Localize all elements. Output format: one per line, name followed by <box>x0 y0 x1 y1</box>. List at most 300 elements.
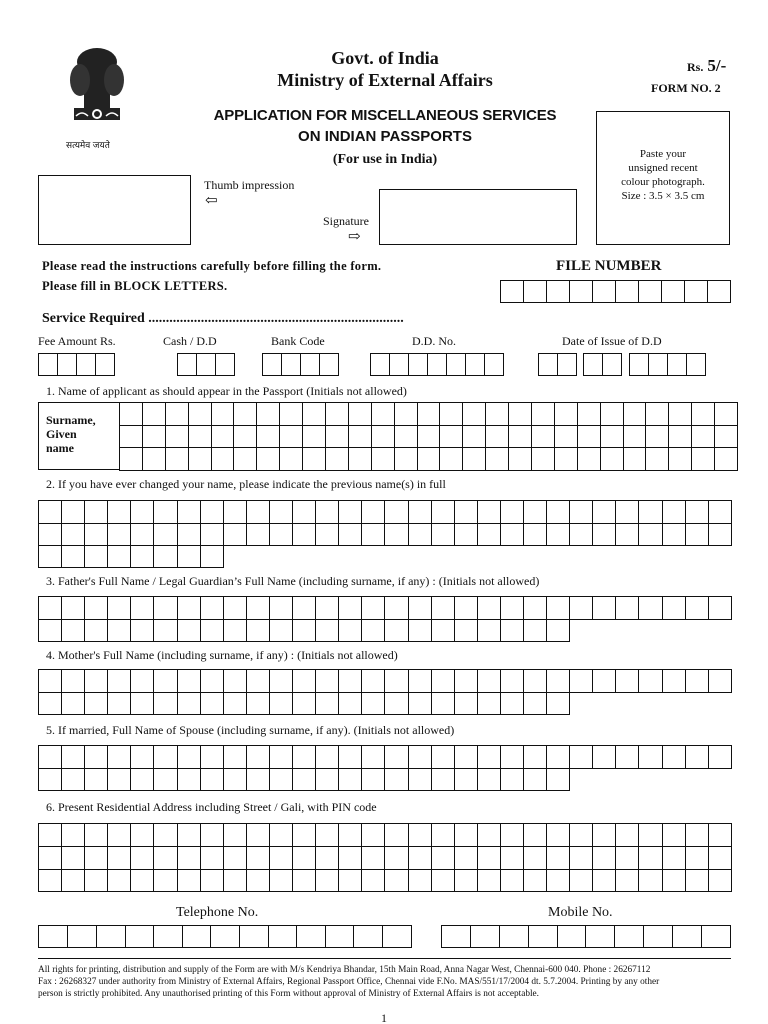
letter-box-cell[interactable] <box>409 354 428 376</box>
letter-box-cell[interactable] <box>524 870 547 893</box>
letter-box-cell[interactable] <box>432 619 455 642</box>
letter-box-cell[interactable] <box>639 847 662 870</box>
letter-box-cell[interactable] <box>247 870 270 893</box>
letter-box-cell[interactable] <box>154 847 177 870</box>
letter-box-cell[interactable] <box>616 746 639 769</box>
letter-box-cell[interactable] <box>224 824 247 847</box>
letter-box-cell[interactable] <box>639 670 662 693</box>
letter-box-cell[interactable] <box>85 824 108 847</box>
letter-box-cell[interactable] <box>478 824 501 847</box>
letter-box-cell[interactable] <box>178 870 201 893</box>
thumb-impression-box[interactable] <box>38 175 191 245</box>
letter-box-cell[interactable] <box>216 354 235 376</box>
letter-box-cell[interactable] <box>639 746 662 769</box>
letter-box-cell[interactable] <box>85 746 108 769</box>
letter-box-cell[interactable] <box>197 354 216 376</box>
letter-box-cell[interactable] <box>108 524 131 547</box>
letter-box-cell[interactable] <box>326 926 355 948</box>
letter-box-cell[interactable] <box>547 847 570 870</box>
letter-box-cell[interactable] <box>500 926 529 948</box>
letter-box-cell[interactable] <box>532 426 555 449</box>
letter-box-cell[interactable] <box>692 403 715 426</box>
letter-box-cell[interactable] <box>39 597 62 620</box>
letter-box-cell[interactable] <box>108 768 131 791</box>
letter-box-cell[interactable] <box>455 670 478 693</box>
letter-box-cell[interactable] <box>326 448 349 471</box>
letter-box-cell[interactable] <box>280 403 303 426</box>
letter-box-cell[interactable] <box>709 597 732 620</box>
letter-box-cell[interactable] <box>224 501 247 524</box>
letter-box-cell[interactable] <box>646 448 669 471</box>
letter-box-cell[interactable] <box>85 768 108 791</box>
letter-box-cell[interactable] <box>432 824 455 847</box>
letter-box-cell[interactable] <box>293 824 316 847</box>
letter-box-cell[interactable] <box>593 670 616 693</box>
letter-box-cell[interactable] <box>616 281 639 303</box>
letter-box-cell[interactable] <box>539 354 558 376</box>
letter-box-cell[interactable] <box>501 746 524 769</box>
letter-box-cell[interactable] <box>662 281 685 303</box>
letter-box-cell[interactable] <box>673 926 702 948</box>
letter-box-cell[interactable] <box>183 926 212 948</box>
letter-box-cell[interactable] <box>131 847 154 870</box>
letter-box-cell[interactable] <box>709 501 732 524</box>
letter-box-cell[interactable] <box>85 870 108 893</box>
letter-box-cell[interactable] <box>154 524 177 547</box>
letter-box-cell[interactable] <box>293 847 316 870</box>
letter-box-cell[interactable] <box>478 524 501 547</box>
letter-box-cell[interactable] <box>455 847 478 870</box>
letter-box-cell[interactable] <box>339 597 362 620</box>
letter-box-cell[interactable] <box>463 403 486 426</box>
letter-box-cell[interactable] <box>432 768 455 791</box>
letter-box-cell[interactable] <box>593 870 616 893</box>
letter-box-cell[interactable] <box>409 524 432 547</box>
letter-box-cell[interactable] <box>478 619 501 642</box>
letter-box-cell[interactable] <box>478 692 501 715</box>
letter-box-cell[interactable] <box>201 597 224 620</box>
letter-box-cell[interactable] <box>154 545 177 568</box>
letter-box-cell[interactable] <box>201 824 224 847</box>
letter-box-cell[interactable] <box>247 597 270 620</box>
letter-box-cell[interactable] <box>395 403 418 426</box>
letter-box-cell[interactable] <box>478 670 501 693</box>
letter-box-cell[interactable] <box>547 824 570 847</box>
letter-box-cell[interactable] <box>362 746 385 769</box>
letter-box-cell[interactable] <box>686 847 709 870</box>
letter-box-cell[interactable] <box>62 692 85 715</box>
letter-box-cell[interactable] <box>316 768 339 791</box>
letter-box-cell[interactable] <box>224 746 247 769</box>
letter-box-cell[interactable] <box>409 847 432 870</box>
letter-box-cell[interactable] <box>247 824 270 847</box>
letter-box-cell[interactable] <box>247 501 270 524</box>
letter-box-cell[interactable] <box>154 824 177 847</box>
letter-box-cell[interactable] <box>669 426 692 449</box>
letter-box-cell[interactable] <box>303 426 326 449</box>
letter-box-cell[interactable] <box>524 824 547 847</box>
letter-box-cell[interactable] <box>39 619 62 642</box>
letter-box-cell[interactable] <box>624 426 647 449</box>
letter-box-cell[interactable] <box>201 746 224 769</box>
letter-box-cell[interactable] <box>686 670 709 693</box>
letter-box-cell[interactable] <box>263 354 282 376</box>
letter-box-cell[interactable] <box>247 524 270 547</box>
signature-box[interactable] <box>379 189 577 245</box>
letter-box-cell[interactable] <box>455 524 478 547</box>
letter-box-cell[interactable] <box>178 619 201 642</box>
letter-box-cell[interactable] <box>463 426 486 449</box>
letter-box-cell[interactable] <box>624 403 647 426</box>
letter-box-cell[interactable] <box>280 426 303 449</box>
letter-box-cell[interactable] <box>501 670 524 693</box>
letter-box-cell[interactable] <box>524 670 547 693</box>
letter-box-cell[interactable] <box>692 448 715 471</box>
letter-box-cell[interactable] <box>349 426 372 449</box>
letter-box-cell[interactable] <box>62 847 85 870</box>
letter-box-cell[interactable] <box>447 354 466 376</box>
letter-box-cell[interactable] <box>501 870 524 893</box>
letter-box-cell[interactable] <box>62 824 85 847</box>
letter-box-cell[interactable] <box>85 619 108 642</box>
letter-box-cell[interactable] <box>85 524 108 547</box>
letter-box-cell[interactable] <box>455 619 478 642</box>
letter-box-cell[interactable] <box>669 403 692 426</box>
letter-box-cell[interactable] <box>293 619 316 642</box>
letter-box-cell[interactable] <box>211 926 240 948</box>
cash-dd-grid[interactable] <box>177 353 235 376</box>
letter-box-cell[interactable] <box>316 692 339 715</box>
letter-box-cell[interactable] <box>440 403 463 426</box>
letter-box-cell[interactable] <box>85 501 108 524</box>
letter-box-cell[interactable] <box>154 870 177 893</box>
letter-box-cell[interactable] <box>293 870 316 893</box>
letter-box-cell[interactable] <box>686 524 709 547</box>
letter-box-cell[interactable] <box>270 746 293 769</box>
letter-box-cell[interactable] <box>154 768 177 791</box>
letter-box-cell[interactable] <box>316 847 339 870</box>
letter-box-cell[interactable] <box>120 426 143 449</box>
mobile-number-grid[interactable] <box>441 925 731 948</box>
letter-box-cell[interactable] <box>166 448 189 471</box>
letter-box-cell[interactable] <box>293 501 316 524</box>
letter-box-cell[interactable] <box>316 524 339 547</box>
letter-box-cell[interactable] <box>639 597 662 620</box>
letter-box-cell[interactable] <box>270 768 293 791</box>
letter-box-cell[interactable] <box>409 597 432 620</box>
letter-box-cell[interactable] <box>663 870 686 893</box>
letter-box-cell[interactable] <box>385 524 408 547</box>
letter-box-cell[interactable] <box>247 619 270 642</box>
letter-box-cell[interactable] <box>224 768 247 791</box>
letter-box-cell[interactable] <box>485 354 504 376</box>
letter-box-cell[interactable] <box>143 448 166 471</box>
letter-box-cell[interactable] <box>108 545 131 568</box>
letter-box-cell[interactable] <box>97 926 126 948</box>
letter-box-cell[interactable] <box>240 926 269 948</box>
letter-box-cell[interactable] <box>320 354 339 376</box>
letter-box-cell[interactable] <box>62 524 85 547</box>
letter-box-cell[interactable] <box>85 597 108 620</box>
letter-box-cell[interactable] <box>532 403 555 426</box>
letter-box-cell[interactable] <box>131 597 154 620</box>
letter-box-cell[interactable] <box>293 597 316 620</box>
letter-box-cell[interactable] <box>509 448 532 471</box>
letter-box-cell[interactable] <box>432 870 455 893</box>
letter-box-cell[interactable] <box>178 597 201 620</box>
letter-box-cell[interactable] <box>293 692 316 715</box>
letter-box-cell[interactable] <box>154 746 177 769</box>
letter-box-cell[interactable] <box>524 619 547 642</box>
letter-box-cell[interactable] <box>524 692 547 715</box>
letter-box-cell[interactable] <box>601 403 624 426</box>
date-day-grid[interactable] <box>538 353 577 376</box>
letter-box-cell[interactable] <box>715 426 738 449</box>
letter-box-cell[interactable] <box>385 746 408 769</box>
letter-box-cell[interactable] <box>143 403 166 426</box>
letter-box-cell[interactable] <box>339 847 362 870</box>
letter-box-cell[interactable] <box>501 501 524 524</box>
letter-box-cell[interactable] <box>247 670 270 693</box>
letter-box-cell[interactable] <box>339 501 362 524</box>
letter-box-cell[interactable] <box>616 824 639 847</box>
letter-box-cell[interactable] <box>58 354 77 376</box>
letter-box-cell[interactable] <box>471 926 500 948</box>
letter-box-cell[interactable] <box>524 597 547 620</box>
letter-box-cell[interactable] <box>644 926 673 948</box>
letter-box-cell[interactable] <box>362 501 385 524</box>
q2-previous-name-grid[interactable] <box>38 500 732 546</box>
letter-box-cell[interactable] <box>603 354 622 376</box>
letter-box-cell[interactable] <box>432 692 455 715</box>
letter-box-cell[interactable] <box>547 597 570 620</box>
letter-box-cell[interactable] <box>257 448 280 471</box>
letter-box-cell[interactable] <box>442 926 471 948</box>
letter-box-cell[interactable] <box>663 524 686 547</box>
letter-box-cell[interactable] <box>593 847 616 870</box>
letter-box-cell[interactable] <box>257 426 280 449</box>
letter-box-cell[interactable] <box>201 670 224 693</box>
letter-box-cell[interactable] <box>362 670 385 693</box>
letter-box-cell[interactable] <box>293 768 316 791</box>
letter-box-cell[interactable] <box>668 354 687 376</box>
letter-box-cell[interactable] <box>570 847 593 870</box>
letter-box-cell[interactable] <box>395 448 418 471</box>
letter-box-cell[interactable] <box>62 501 85 524</box>
letter-box-cell[interactable] <box>547 619 570 642</box>
letter-box-cell[interactable] <box>303 403 326 426</box>
letter-box-cell[interactable] <box>409 501 432 524</box>
letter-box-cell[interactable] <box>212 448 235 471</box>
letter-box-cell[interactable] <box>616 670 639 693</box>
letter-box-cell[interactable] <box>316 597 339 620</box>
letter-box-cell[interactable] <box>201 692 224 715</box>
letter-box-cell[interactable] <box>578 448 601 471</box>
letter-box-cell[interactable] <box>547 524 570 547</box>
letter-box-cell[interactable] <box>39 824 62 847</box>
letter-box-cell[interactable] <box>501 768 524 791</box>
letter-box-cell[interactable] <box>316 501 339 524</box>
letter-box-cell[interactable] <box>178 824 201 847</box>
letter-box-cell[interactable] <box>120 403 143 426</box>
letter-box-cell[interactable] <box>440 426 463 449</box>
letter-box-cell[interactable] <box>593 501 616 524</box>
letter-box-cell[interactable] <box>39 870 62 893</box>
letter-box-cell[interactable] <box>362 824 385 847</box>
letter-box-cell[interactable] <box>570 746 593 769</box>
letter-box-cell[interactable] <box>578 403 601 426</box>
letter-box-cell[interactable] <box>189 448 212 471</box>
letter-box-cell[interactable] <box>280 448 303 471</box>
letter-box-cell[interactable] <box>432 501 455 524</box>
letter-box-cell[interactable] <box>686 746 709 769</box>
letter-box-cell[interactable] <box>62 670 85 693</box>
letter-box-cell[interactable] <box>686 501 709 524</box>
letter-box-cell[interactable] <box>362 870 385 893</box>
letter-box-cell[interactable] <box>85 545 108 568</box>
letter-box-cell[interactable] <box>154 926 183 948</box>
letter-box-cell[interactable] <box>432 597 455 620</box>
letter-box-cell[interactable] <box>509 403 532 426</box>
letter-box-cell[interactable] <box>455 597 478 620</box>
letter-box-cell[interactable] <box>297 926 326 948</box>
date-year-grid[interactable] <box>629 353 706 376</box>
q6-address-grid[interactable] <box>38 823 732 892</box>
letter-box-cell[interactable] <box>39 354 58 376</box>
letter-box-cell[interactable] <box>418 448 441 471</box>
letter-box-cell[interactable] <box>349 448 372 471</box>
letter-box-cell[interactable] <box>301 354 320 376</box>
letter-box-cell[interactable] <box>326 426 349 449</box>
letter-box-cell[interactable] <box>326 403 349 426</box>
letter-box-cell[interactable] <box>555 403 578 426</box>
letter-box-cell[interactable] <box>478 597 501 620</box>
letter-box-cell[interactable] <box>108 824 131 847</box>
letter-box-cell[interactable] <box>455 824 478 847</box>
letter-box-cell[interactable] <box>455 746 478 769</box>
letter-box-cell[interactable] <box>362 524 385 547</box>
letter-box-cell[interactable] <box>108 847 131 870</box>
letter-box-cell[interactable] <box>524 524 547 547</box>
letter-box-cell[interactable] <box>524 847 547 870</box>
letter-box-cell[interactable] <box>201 870 224 893</box>
letter-box-cell[interactable] <box>178 670 201 693</box>
letter-box-cell[interactable] <box>409 670 432 693</box>
letter-box-cell[interactable] <box>339 824 362 847</box>
letter-box-cell[interactable] <box>709 524 732 547</box>
letter-box-cell[interactable] <box>663 501 686 524</box>
letter-box-cell[interactable] <box>663 746 686 769</box>
letter-box-cell[interactable] <box>178 545 201 568</box>
file-number-grid[interactable] <box>500 280 731 303</box>
letter-box-cell[interactable] <box>532 448 555 471</box>
letter-box-cell[interactable] <box>154 597 177 620</box>
letter-box-cell[interactable] <box>154 619 177 642</box>
letter-box-cell[interactable] <box>212 426 235 449</box>
letter-box-cell[interactable] <box>709 847 732 870</box>
letter-box-cell[interactable] <box>702 926 731 948</box>
letter-box-cell[interactable] <box>224 870 247 893</box>
letter-box-cell[interactable] <box>339 870 362 893</box>
letter-box-cell[interactable] <box>257 403 280 426</box>
letter-box-cell[interactable] <box>39 926 68 948</box>
letter-box-cell[interactable] <box>385 768 408 791</box>
letter-box-cell[interactable] <box>570 824 593 847</box>
letter-box-cell[interactable] <box>234 426 257 449</box>
letter-box-cell[interactable] <box>166 403 189 426</box>
letter-box-cell[interactable] <box>201 501 224 524</box>
letter-box-cell[interactable] <box>108 692 131 715</box>
letter-box-cell[interactable] <box>547 501 570 524</box>
letter-box-cell[interactable] <box>371 354 390 376</box>
letter-box-cell[interactable] <box>316 746 339 769</box>
letter-box-cell[interactable] <box>584 354 603 376</box>
letter-box-cell[interactable] <box>131 768 154 791</box>
letter-box-cell[interactable] <box>409 619 432 642</box>
letter-box-cell[interactable] <box>131 501 154 524</box>
letter-box-cell[interactable] <box>570 524 593 547</box>
letter-box-cell[interactable] <box>126 926 155 948</box>
letter-box-cell[interactable] <box>62 619 85 642</box>
letter-box-cell[interactable] <box>593 597 616 620</box>
letter-box-cell[interactable] <box>440 448 463 471</box>
letter-box-cell[interactable] <box>108 501 131 524</box>
letter-box-cell[interactable] <box>639 501 662 524</box>
telephone-number-grid[interactable] <box>96 925 412 948</box>
letter-box-cell[interactable] <box>501 847 524 870</box>
letter-box-cell[interactable] <box>247 847 270 870</box>
letter-box-cell[interactable] <box>663 847 686 870</box>
letter-box-cell[interactable] <box>224 847 247 870</box>
letter-box-cell[interactable] <box>593 746 616 769</box>
letter-box-cell[interactable] <box>316 870 339 893</box>
letter-box-cell[interactable] <box>501 692 524 715</box>
letter-box-cell[interactable] <box>385 692 408 715</box>
letter-box-cell[interactable] <box>463 448 486 471</box>
letter-box-cell[interactable] <box>224 524 247 547</box>
letter-box-cell[interactable] <box>224 619 247 642</box>
letter-box-cell[interactable] <box>524 768 547 791</box>
letter-box-cell[interactable] <box>555 448 578 471</box>
letter-box-cell[interactable] <box>269 926 298 948</box>
letter-box-cell[interactable] <box>77 354 96 376</box>
letter-box-cell[interactable] <box>131 545 154 568</box>
letter-box-cell[interactable] <box>362 619 385 642</box>
letter-box-cell[interactable] <box>558 354 577 376</box>
letter-box-cell[interactable] <box>362 847 385 870</box>
letter-box-cell[interactable] <box>62 545 85 568</box>
letter-box-cell[interactable] <box>501 619 524 642</box>
letter-box-cell[interactable] <box>178 692 201 715</box>
letter-box-cell[interactable] <box>547 670 570 693</box>
letter-box-cell[interactable] <box>509 426 532 449</box>
letter-box-cell[interactable] <box>293 524 316 547</box>
letter-box-cell[interactable] <box>478 870 501 893</box>
letter-box-cell[interactable] <box>486 448 509 471</box>
letter-box-cell[interactable] <box>339 692 362 715</box>
letter-box-cell[interactable] <box>669 448 692 471</box>
q4-mother-name-grid-row2[interactable] <box>38 692 570 715</box>
letter-box-cell[interactable] <box>663 597 686 620</box>
letter-box-cell[interactable] <box>616 847 639 870</box>
letter-box-cell[interactable] <box>432 847 455 870</box>
letter-box-cell[interactable] <box>201 847 224 870</box>
letter-box-cell[interactable] <box>131 619 154 642</box>
letter-box-cell[interactable] <box>593 524 616 547</box>
letter-box-cell[interactable] <box>154 501 177 524</box>
q5-spouse-name-grid-row1[interactable] <box>38 745 732 769</box>
letter-box-cell[interactable] <box>108 670 131 693</box>
